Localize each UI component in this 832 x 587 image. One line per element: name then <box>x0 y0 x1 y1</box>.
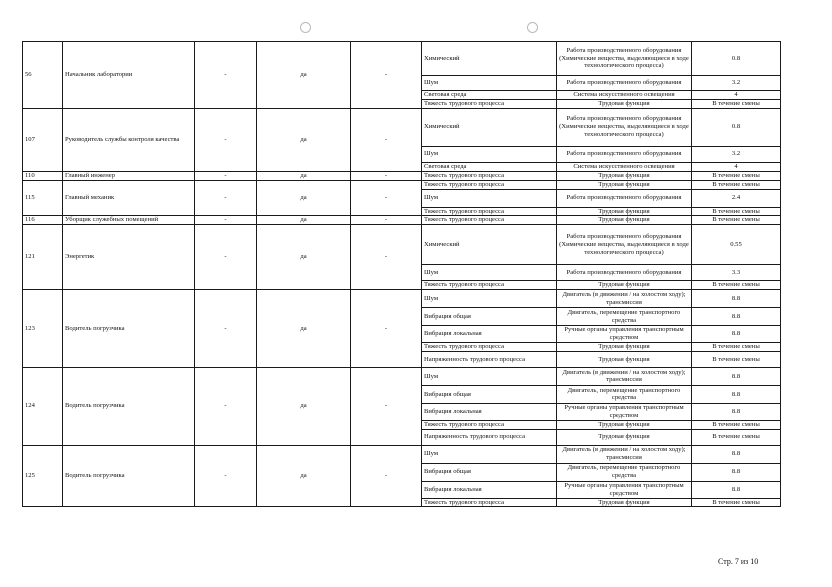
job-title: Главный инженер <box>63 171 195 180</box>
factor-value: В течение смены <box>692 343 781 352</box>
factor-value: 2.4 <box>692 189 781 207</box>
col-mark-2: да <box>257 216 351 225</box>
factor-value: В течение смены <box>692 498 781 507</box>
col-mark-1: - <box>195 225 257 290</box>
factor-name: Напряженность трудового процесса <box>422 429 557 445</box>
factor-source: Трудовая функция <box>557 216 692 225</box>
table-row <box>23 180 781 189</box>
factor-name: Тяжесть трудового процесса <box>422 498 557 507</box>
factor-name: Тяжесть трудового процесса <box>422 420 557 429</box>
employee-number: 125 <box>23 445 63 507</box>
factor-value: 8.8 <box>692 367 781 385</box>
factor-source: Двигатель (в движении / на холостом ходу); трансмиссия <box>557 290 692 308</box>
col-mark-1: - <box>195 108 257 171</box>
punch-hole-right <box>527 22 538 33</box>
factor-name: Вибрация общая <box>422 463 557 481</box>
employee-number: 124 <box>23 367 63 445</box>
table-row <box>23 367 781 385</box>
factor-name: Тяжесть трудового процесса <box>422 180 557 189</box>
job-title: Энергетик <box>63 225 195 290</box>
factor-source: Ручные органы управления транспортным средством <box>557 326 692 343</box>
col-mark-2: да <box>257 180 351 216</box>
table-row <box>23 171 781 180</box>
factor-value: В течение смены <box>692 99 781 108</box>
factor-source: Работа производственного оборудования (Химические вещества, выделяющиеся в ходе технологического процесса) <box>557 225 692 265</box>
table-body <box>23 42 781 507</box>
col-mark-3: - <box>351 180 422 216</box>
factor-value: 0.55 <box>692 225 781 265</box>
factor-name: Вибрация локальная <box>422 326 557 343</box>
factor-name: Вибрация общая <box>422 308 557 326</box>
col-mark-1: - <box>195 290 257 368</box>
employee-number: 116 <box>23 216 63 225</box>
table-row <box>23 445 781 463</box>
factor-source: Трудовая функция <box>557 343 692 352</box>
factor-value: 8.8 <box>692 326 781 343</box>
factor-name: Тяжесть трудового процесса <box>422 281 557 290</box>
col-mark-2: да <box>257 445 351 507</box>
factor-value: 0.8 <box>692 108 781 146</box>
factor-value: 3.2 <box>692 146 781 162</box>
col-mark-2: да <box>257 290 351 368</box>
factor-source: Работа производственного оборудования <box>557 189 692 207</box>
factor-source: Двигатель, перемещение транспортного средства <box>557 308 692 326</box>
job-title: Водитель погрузчика <box>63 445 195 507</box>
job-title: Водитель погрузчика <box>63 290 195 368</box>
punch-hole-left <box>300 22 311 33</box>
factor-source: Ручные органы управления транспортным средством <box>557 403 692 420</box>
table-row <box>23 225 781 265</box>
col-mark-1: - <box>195 216 257 225</box>
factor-name: Тяжесть трудового процесса <box>422 216 557 225</box>
factor-value: В течение смены <box>692 171 781 180</box>
factor-value: 8.8 <box>692 290 781 308</box>
col-mark-3: - <box>351 42 422 109</box>
factor-source: Работа производственного оборудования <box>557 265 692 281</box>
factor-source: Трудовая функция <box>557 207 692 216</box>
factor-source: Работа производственного оборудования <box>557 76 692 91</box>
factor-source: Трудовая функция <box>557 171 692 180</box>
col-mark-1: - <box>195 42 257 109</box>
employee-number: 123 <box>23 290 63 368</box>
job-title: Главный механик <box>63 180 195 216</box>
factor-name: Тяжесть трудового процесса <box>422 207 557 216</box>
col-mark-2: да <box>257 42 351 109</box>
factor-source: Двигатель, перемещение транспортного средства <box>557 385 692 403</box>
factor-name: Химический <box>422 42 557 76</box>
factor-source: Работа производственного оборудования (Химические вещества, выделяющиеся в ходе технологического процесса) <box>557 108 692 146</box>
col-mark-3: - <box>351 171 422 180</box>
factor-name: Вибрация локальная <box>422 403 557 420</box>
factor-value: В течение смены <box>692 429 781 445</box>
col-mark-2: да <box>257 367 351 445</box>
factor-name: Шум <box>422 265 557 281</box>
factor-value: 8.8 <box>692 308 781 326</box>
col-mark-3: - <box>351 290 422 368</box>
factor-source: Трудовая функция <box>557 351 692 367</box>
col-mark-2: да <box>257 108 351 171</box>
factor-source: Ручные органы управления транспортным средством <box>557 481 692 498</box>
factor-value: 3.3 <box>692 265 781 281</box>
col-mark-2: да <box>257 171 351 180</box>
col-mark-1: - <box>195 180 257 216</box>
factor-source: Трудовая функция <box>557 498 692 507</box>
factor-name: Напряженность трудового процесса <box>422 351 557 367</box>
hazard-factors-table <box>22 41 781 507</box>
employee-number: 121 <box>23 225 63 290</box>
table-row <box>23 108 781 146</box>
factor-source: Работа производственного оборудования (Химические вещества, выделяющиеся в ходе технологического процесса) <box>557 42 692 76</box>
table-row <box>23 216 781 225</box>
col-mark-3: - <box>351 367 422 445</box>
factor-source: Двигатель, перемещение транспортного средства <box>557 463 692 481</box>
factor-value: В течение смены <box>692 351 781 367</box>
factor-name: Шум <box>422 146 557 162</box>
factor-value: В течение смены <box>692 281 781 290</box>
factor-source: Работа производственного оборудования <box>557 146 692 162</box>
factor-source: Система искусственного освещения <box>557 162 692 171</box>
employee-number: 107 <box>23 108 63 171</box>
job-title: Водитель погрузчика <box>63 367 195 445</box>
factor-value: В течение смены <box>692 180 781 189</box>
col-mark-3: - <box>351 216 422 225</box>
factor-value: 8.8 <box>692 403 781 420</box>
factor-value: 8.8 <box>692 481 781 498</box>
factor-value: 8.8 <box>692 463 781 481</box>
page-number: Стр. 7 из 10 <box>718 557 759 566</box>
factor-name: Тяжесть трудового процесса <box>422 343 557 352</box>
col-mark-3: - <box>351 108 422 171</box>
factor-value: 3.2 <box>692 76 781 91</box>
factor-name: Шум <box>422 290 557 308</box>
job-title: Руководитель службы контроля качества <box>63 108 195 171</box>
factor-name: Химический <box>422 225 557 265</box>
factor-value: В течение смены <box>692 420 781 429</box>
factor-name: Шум <box>422 445 557 463</box>
factor-value: 8.8 <box>692 445 781 463</box>
factor-name: Шум <box>422 367 557 385</box>
table-row <box>23 290 781 308</box>
factor-name: Световая среда <box>422 162 557 171</box>
factor-source: Двигатель (в движении / на холостом ходу); трансмиссия <box>557 367 692 385</box>
factor-value: 4 <box>692 91 781 100</box>
factor-name: Шум <box>422 76 557 91</box>
factor-name: Вибрация общая <box>422 385 557 403</box>
factor-name: Шум <box>422 189 557 207</box>
employee-number: 56 <box>23 42 63 109</box>
job-title: Уборщик служебных помещений <box>63 216 195 225</box>
factor-source: Двигатель (в движении / на холостом ходу); трансмиссия <box>557 445 692 463</box>
factor-value: 0.8 <box>692 42 781 76</box>
factor-name: Световая среда <box>422 91 557 100</box>
factor-name: Тяжесть трудового процесса <box>422 171 557 180</box>
factor-source: Трудовая функция <box>557 99 692 108</box>
col-mark-1: - <box>195 367 257 445</box>
factor-source: Трудовая функция <box>557 281 692 290</box>
col-mark-1: - <box>195 445 257 507</box>
factor-name: Химический <box>422 108 557 146</box>
col-mark-3: - <box>351 445 422 507</box>
factor-name: Тяжесть трудового процесса <box>422 99 557 108</box>
employee-number: 115 <box>23 180 63 216</box>
factor-value: 8.8 <box>692 385 781 403</box>
factor-value: 4 <box>692 162 781 171</box>
factor-source: Трудовая функция <box>557 420 692 429</box>
col-mark-2: да <box>257 225 351 290</box>
job-title: Начальник лаборатории <box>63 42 195 109</box>
factor-source: Трудовая функция <box>557 429 692 445</box>
factor-value: В течение смены <box>692 207 781 216</box>
factor-source: Трудовая функция <box>557 180 692 189</box>
employee-number: 110 <box>23 171 63 180</box>
table-row <box>23 42 781 76</box>
factor-source: Система искусственного освещения <box>557 91 692 100</box>
col-mark-3: - <box>351 225 422 290</box>
factor-name: Вибрация локальная <box>422 481 557 498</box>
factor-value: В течение смены <box>692 216 781 225</box>
col-mark-1: - <box>195 171 257 180</box>
